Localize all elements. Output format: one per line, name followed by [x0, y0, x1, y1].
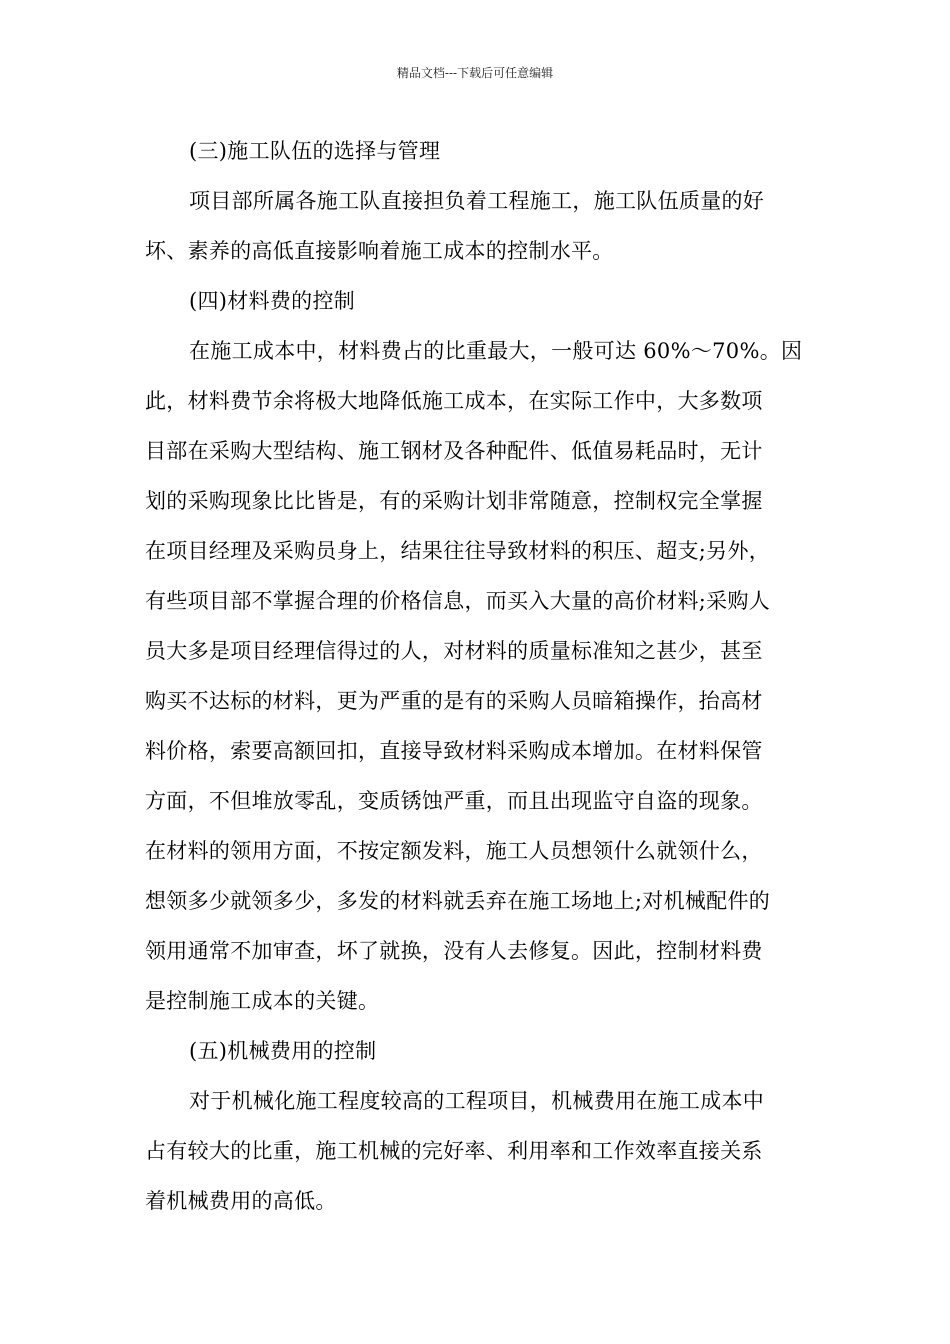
- paragraph-line: 坏、素养的高低直接影响着施工成本的控制水平。: [145, 239, 614, 263]
- section-heading: (四)材料费的控制: [189, 289, 356, 313]
- paragraph-line: 购买不达标的材料，更为严重的是有的采购人员暗箱操作，抬高材: [145, 689, 763, 713]
- paragraph-line: 想领多少就领多少，多发的材料就丢弃在施工场地上;对机械配件的: [145, 889, 771, 913]
- paragraph-line: 目部在采购大型结构、施工钢材及各种配件、低值易耗品时，无计: [145, 439, 763, 463]
- paragraph-line: 方面，不但堆放零乱，变质锈蚀严重，而且出现监守自盗的现象。: [145, 789, 763, 813]
- paragraph-line: 在材料的领用方面，不按定额发料，施工人员想领什么就领什么，: [145, 839, 763, 863]
- paragraph-line: 占有较大的比重，施工机械的完好率、利用率和工作效率直接关系: [145, 1139, 763, 1163]
- paragraph-line: 着机械费用的高低。: [145, 1189, 337, 1213]
- document-body: [145, 126, 807, 1226]
- paragraph-line: 项目部所属各施工队直接担负着工程施工，施工队伍质量的好: [189, 189, 765, 213]
- paragraph-line: 员大多是项目经理信得过的人，对材料的质量标准知之甚少，甚至: [145, 639, 763, 663]
- paragraph-line: 对于机械化施工程度较高的工程项目，机械费用在施工成本中: [189, 1089, 765, 1113]
- paragraph-line: 划的采购现象比比皆是，有的采购计划非常随意，控制权完全掌握: [145, 489, 763, 513]
- paragraph-line: 领用通常不加审查，坏了就换，没有人去修复。因此，控制材料费: [145, 939, 763, 963]
- paragraph-line: 在项目经理及采购员身上，结果往往导致材料的积压、超支;另外，: [145, 539, 771, 563]
- paragraph-line: 此，材料费节余将极大地降低施工成本，在实际工作中，大多数项: [145, 389, 763, 413]
- page-header: 精品文档---下载后可任意编辑: [396, 66, 554, 80]
- paragraph-line: 在施工成本中，材料费占的比重最大，一般可达 60%～70%。因: [189, 339, 803, 363]
- paragraph-line: 料价格，索要高额回扣，直接导致材料采购成本增加。在材料保管: [145, 739, 763, 763]
- paragraph-line: 有些项目部不掌握合理的价格信息，而买入大量的高价材料;采购人: [145, 589, 771, 613]
- section-heading: (五)机械费用的控制: [189, 1039, 377, 1063]
- section-heading: (三)施工队伍的选择与管理: [189, 139, 441, 163]
- paragraph-line: 是控制施工成本的关键。: [145, 989, 380, 1013]
